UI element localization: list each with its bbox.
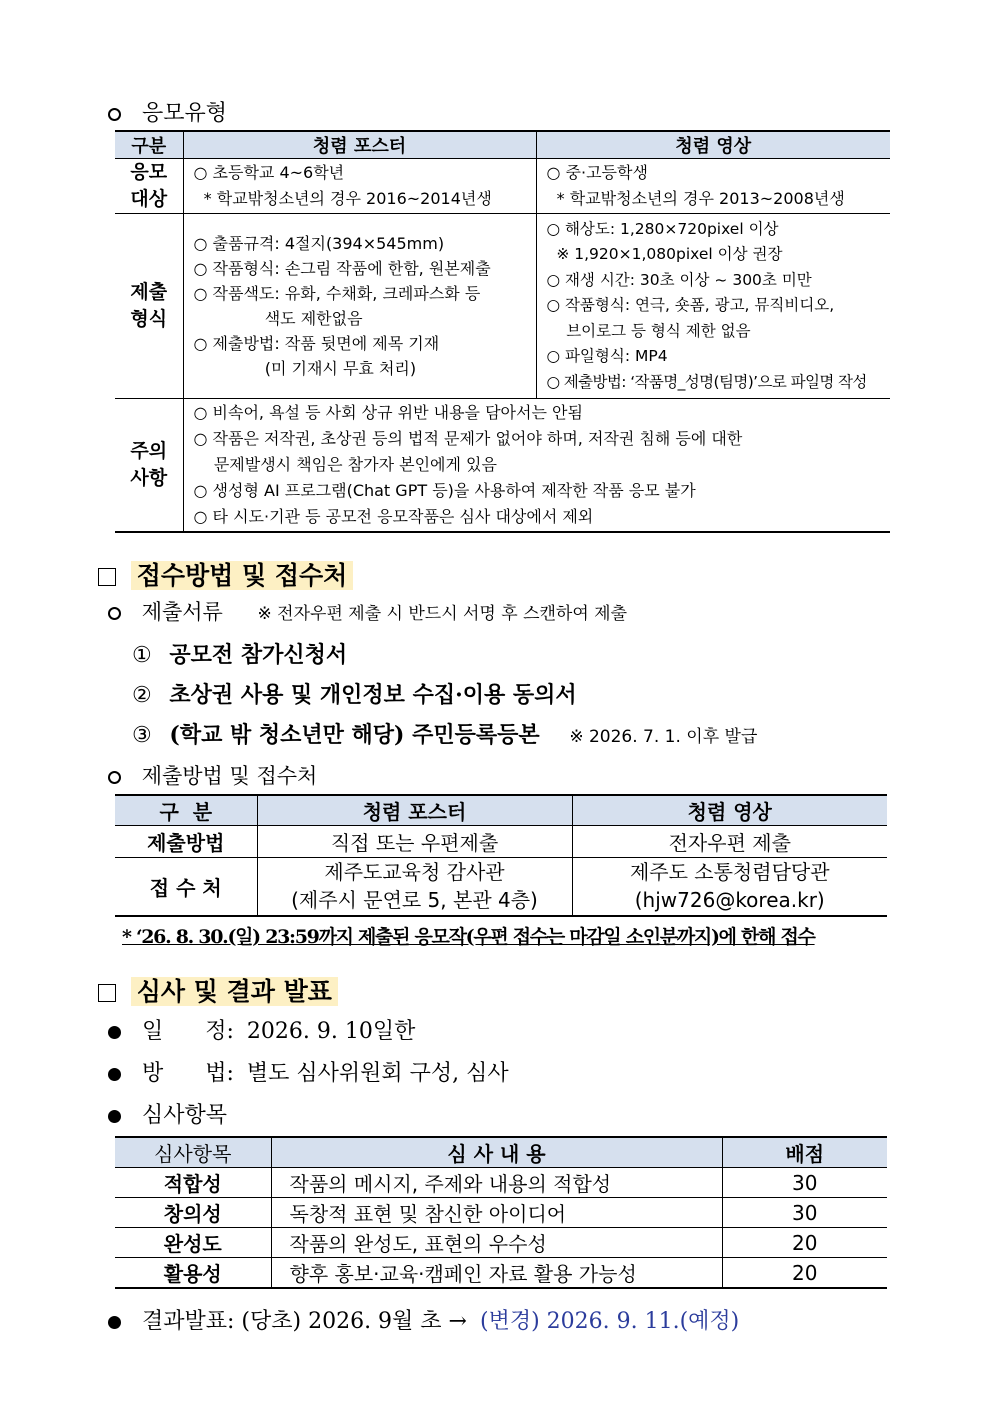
criteria-score: 30 bbox=[722, 1168, 887, 1198]
doc-item-2: ② 초상권 사용 및 개인정보 수집·이용 동의서 bbox=[132, 682, 577, 708]
method-poster-cell: 직접 또는 우편제출 bbox=[257, 826, 572, 858]
list-item: * 학교밖청소년의 경우 2013~2008년생 bbox=[546, 189, 845, 208]
row-label-method: 제출방법 bbox=[115, 826, 257, 858]
circle-bullet-icon bbox=[108, 607, 121, 620]
criteria-table bbox=[115, 1136, 887, 1289]
table-header-video: 청렴 영상 bbox=[572, 795, 887, 826]
list-item: ○ 작품색도: 유화, 수채화, 크레파스화 등 bbox=[193, 284, 481, 303]
filled-circle-bullet-icon bbox=[108, 1110, 121, 1123]
criteria-score: 20 bbox=[722, 1258, 887, 1289]
list-item: ○ 생성형 AI 프로그램(Chat GPT 등)을 사용하여 제작한 작품 응모 불가 bbox=[193, 480, 696, 500]
method-item: 방 법: 별도 심사위원회 구성, 심사 bbox=[108, 1056, 509, 1087]
receiver-poster-cell: 제주도교육청 감사관 (제주시 문연로 5, 본관 4층) bbox=[257, 858, 572, 916]
section-title-review: 심사 및 결과 발표 bbox=[98, 972, 338, 1008]
table-row bbox=[115, 1258, 887, 1289]
criteria-heading: 심사항목 bbox=[108, 1098, 227, 1129]
list-item: ○ 작품형식: 연극, 숏폼, 광고, 뮤직비디오, bbox=[546, 296, 835, 315]
eligibility-poster-cell bbox=[183, 159, 536, 214]
list-item: ○ 제출방법: ‘작품명_성명(팀명)’으로 파일명 작성 bbox=[546, 372, 867, 391]
method-heading: 제출방법 및 접수처 bbox=[108, 760, 317, 790]
table-header-poster: 청렴 포스터 bbox=[183, 131, 536, 159]
list-item: ○ 파일형식: MP4 bbox=[546, 347, 668, 366]
doc-item-3: ③ (학교 밖 청소년만 해당) 주민등록등본 ※ 2026. 7. 1. 이후 발급 bbox=[132, 722, 758, 748]
format-poster-cell bbox=[183, 214, 536, 399]
deadline-note: * ‘26. 8. 30.(일) 23:59까지 제출된 응모작(우편 접수는 마감일 소인분까지)에 한해 접수 bbox=[122, 926, 815, 948]
filled-circle-bullet-icon bbox=[108, 1026, 121, 1039]
square-bullet-icon bbox=[98, 568, 116, 586]
criteria-content: 독창적 표현 및 참신한 아이디어 bbox=[271, 1198, 722, 1228]
list-item: 문제발생시 책임은 참가자 본인에게 있음 bbox=[193, 454, 497, 474]
table-header-item: 심사항목 bbox=[115, 1137, 271, 1168]
list-item: ○ 제출방법: 작품 뒷면에 제목 기재 bbox=[193, 334, 440, 353]
result-changed-date: (변경) 2026. 9. 11.(예정) bbox=[479, 1309, 740, 1334]
table-row bbox=[115, 1228, 887, 1258]
table-row bbox=[115, 1198, 887, 1228]
list-item: ○ 타 시도·기관 등 공모전 응모작품은 심사 대상에서 제외 bbox=[193, 506, 594, 526]
section-heading-entry-type: 응모유형 bbox=[108, 96, 227, 127]
table-header-score: 배점 bbox=[722, 1137, 887, 1168]
row-label-eligibility: 응모 대상 bbox=[115, 159, 183, 214]
criteria-content: 작품의 완성도, 표현의 우수성 bbox=[271, 1228, 722, 1258]
filled-circle-bullet-icon bbox=[108, 1068, 121, 1081]
entry-type-table bbox=[115, 130, 890, 533]
list-item: ○ 해상도: 1,280×720pixel 이상 bbox=[546, 219, 779, 238]
format-video-cell bbox=[536, 214, 890, 399]
submission-method-table bbox=[115, 794, 887, 917]
table-header-video: 청렴 영상 bbox=[536, 131, 890, 159]
criteria-score: 30 bbox=[722, 1198, 887, 1228]
criteria-score: 20 bbox=[722, 1228, 887, 1258]
table-header-content: 심 사 내 용 bbox=[271, 1137, 722, 1168]
list-item: * 학교밖청소년의 경우 2016~2014년생 bbox=[193, 189, 492, 208]
list-item: 브이로그 등 형식 제한 없음 bbox=[546, 321, 751, 340]
section-title-submission: 접수방법 및 접수처 bbox=[98, 556, 353, 592]
filled-circle-bullet-icon bbox=[108, 1316, 121, 1329]
list-item: (미 기재시 무효 처리) bbox=[193, 359, 417, 378]
list-item: ○ 작품은 저작권, 초상권 등의 법적 문제가 없어야 하며, 저작권 침해 등에 대한 bbox=[193, 428, 743, 448]
list-item: ○ 비속어, 욕설 등 사회 상규 위반 내용을 담아서는 안됨 bbox=[193, 402, 583, 422]
docs-heading: 제출서류 ※ 전자우편 제출 시 반드시 서명 후 스캔하여 제출 bbox=[108, 596, 627, 626]
row-label-format: 제출 형식 bbox=[115, 214, 183, 399]
row-label-receiver: 접 수 처 bbox=[115, 858, 257, 916]
list-item: ※ 1,920×1,080pixel 이상 권장 bbox=[546, 245, 783, 264]
result-announcement: 결과발표: (당초) 2026. 9월 초 → (변경) 2026. 9. 11.(예정) bbox=[108, 1304, 739, 1335]
list-item: ○ 초등학교 4~6학년 bbox=[193, 163, 345, 182]
table-header-poster: 청렴 포스터 bbox=[257, 795, 572, 826]
criteria-item: 창의성 bbox=[115, 1198, 271, 1228]
cautions-cell bbox=[183, 399, 890, 532]
list-item: 색도 제한없음 bbox=[193, 309, 363, 328]
method-video-cell: 전자우편 제출 bbox=[572, 826, 887, 858]
doc-item-1: ① 공모전 참가신청서 bbox=[132, 642, 348, 668]
criteria-item: 활용성 bbox=[115, 1258, 271, 1289]
list-item: ○ 중·고등학생 bbox=[546, 163, 648, 182]
circle-bullet-icon bbox=[108, 771, 121, 784]
eligibility-video-cell bbox=[536, 159, 890, 214]
circle-bullet-icon bbox=[108, 108, 121, 121]
schedule-item: 일 정: 2026. 9. 10일한 bbox=[108, 1014, 415, 1045]
list-item: ○ 출품규격: 4절지(394×545mm) bbox=[193, 234, 445, 253]
table-header-category: 구분 bbox=[115, 131, 183, 159]
receiver-video-cell: 제주도 소통청렴담당관 (hjw726@korea.kr) bbox=[572, 858, 887, 916]
list-item: ○ 작품형식: 손그림 작품에 한함, 원본제출 bbox=[193, 259, 491, 278]
table-header-category: 구 분 bbox=[115, 795, 257, 826]
square-bullet-icon bbox=[98, 984, 116, 1002]
criteria-content: 작품의 메시지, 주제와 내용의 적합성 bbox=[271, 1168, 722, 1198]
row-label-cautions: 주의 사항 bbox=[115, 399, 183, 532]
table-row bbox=[115, 1168, 887, 1198]
criteria-item: 완성도 bbox=[115, 1228, 271, 1258]
list-item: ○ 재생 시간: 30초 이상 ~ 300초 미만 bbox=[546, 270, 812, 289]
criteria-item: 적합성 bbox=[115, 1168, 271, 1198]
criteria-content: 향후 홍보·교육·캠페인 자료 활용 가능성 bbox=[271, 1258, 722, 1289]
